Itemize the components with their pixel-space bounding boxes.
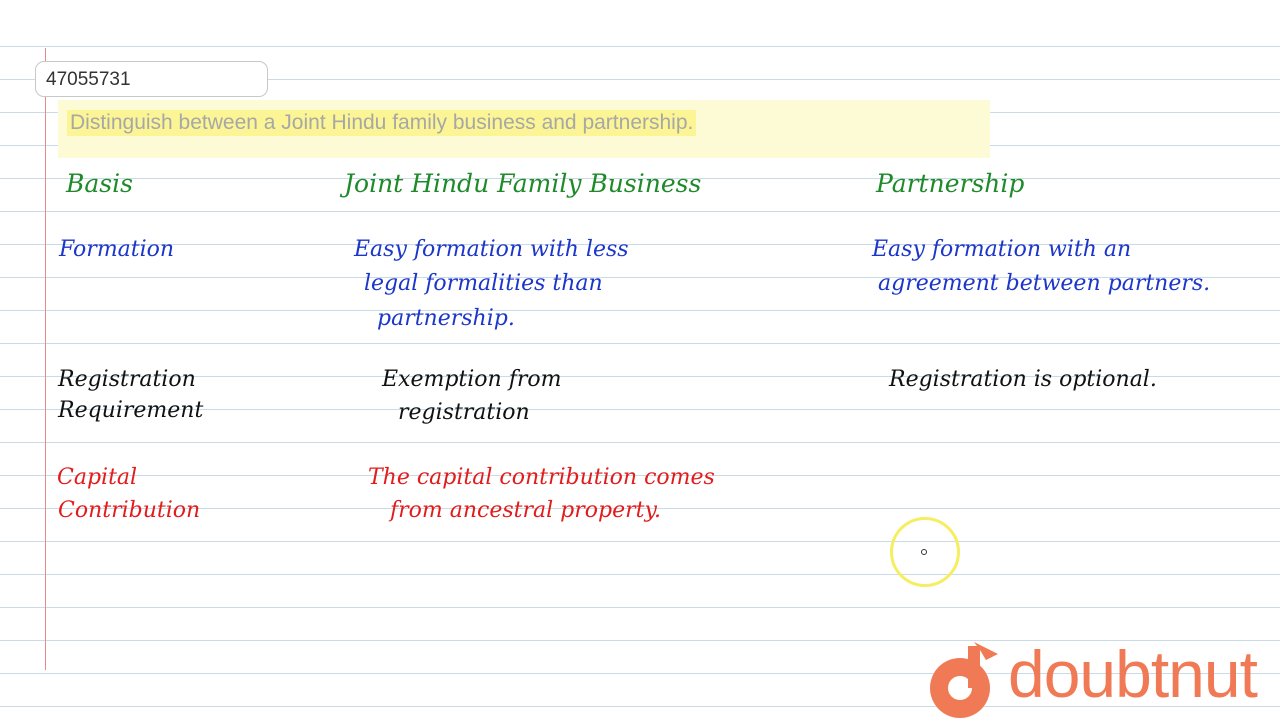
row-formation-partnership-line1: Easy formation with an (872, 237, 1132, 262)
row-registration-partnership: Registration is optional. (889, 367, 1157, 392)
row-capital-jhf-line1: The capital contribution comes (368, 465, 715, 490)
row-registration-basis-line1: Registration (58, 367, 196, 392)
pen-cursor-dot (921, 549, 927, 555)
question-banner (58, 100, 990, 158)
row-formation-jhf-line1: Easy formation with less (354, 237, 629, 262)
doubtnut-logo (922, 637, 1280, 720)
question-id-box (35, 61, 268, 97)
row-formation-jhf-line2: legal formalities than (364, 271, 603, 296)
header-partnership: Partnership (876, 169, 1025, 198)
doubtnut-logo-text: doubtnut (1008, 637, 1257, 711)
row-capital-jhf-line2: from ancestral property. (390, 498, 661, 523)
question-text: Distinguish between a Joint Hindu family business and partnership. (67, 110, 696, 136)
doubtnut-logo-icon (922, 640, 1006, 720)
row-formation-basis: Formation (59, 237, 175, 262)
row-registration-jhf-line1: Exemption from (382, 367, 562, 392)
row-formation-jhf-line3: partnership. (377, 306, 515, 331)
row-capital-basis-line2: Contribution (58, 498, 201, 523)
question-id: 47055731 (46, 69, 131, 90)
row-formation-partnership-line2: agreement between partners. (878, 271, 1211, 296)
row-registration-basis-line2: Requirement (58, 398, 204, 423)
header-joint-hindu-family-business: Joint Hindu Family Business (344, 169, 702, 198)
header-basis: Basis (66, 169, 133, 198)
margin-line (45, 48, 46, 670)
row-registration-jhf-line2: registration (398, 400, 530, 425)
row-capital-basis-line1: Capital (57, 465, 138, 490)
